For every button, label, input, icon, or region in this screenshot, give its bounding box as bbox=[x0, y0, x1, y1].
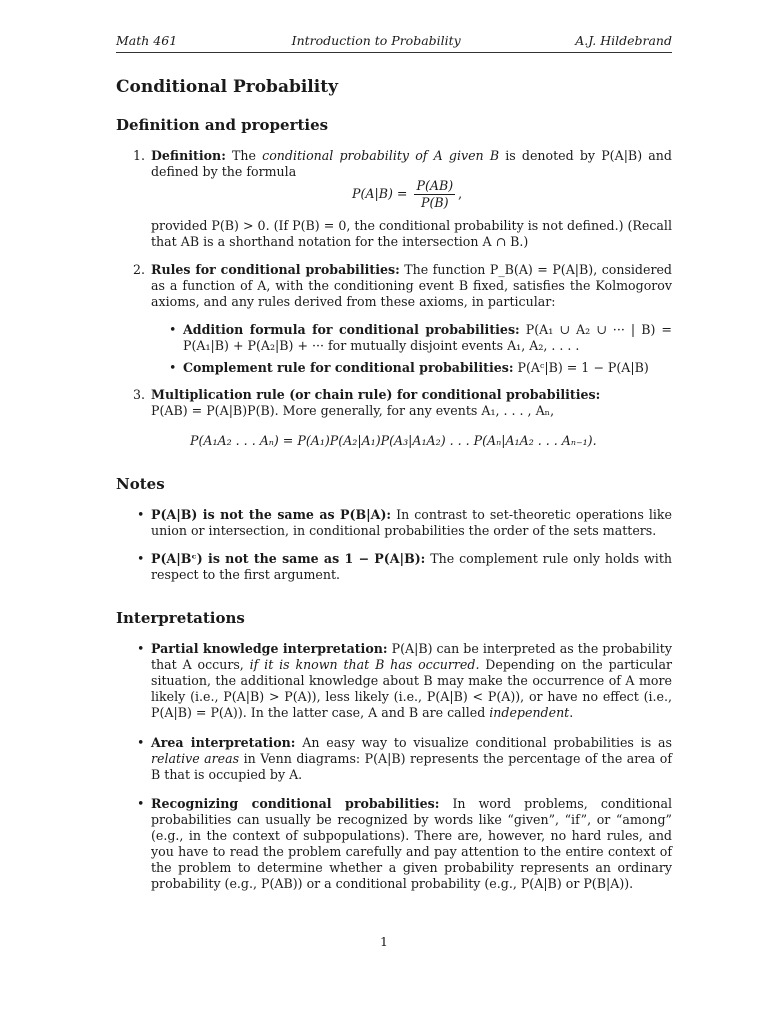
addition-text bbox=[183, 322, 672, 354]
formula-denominator: P(B) bbox=[421, 195, 449, 210]
bullet: • bbox=[137, 735, 145, 750]
definition-proviso: provided P(B) > 0. (If P(B) = 0, the conditional probability is not defined.) (Recall that AB is a shorthand notation for the intersection A ∩ B.) bbox=[151, 218, 672, 249]
item-number: 3. bbox=[133, 387, 146, 402]
complement-body: P(Aᶜ|B) = 1 − P(A|B) bbox=[517, 360, 649, 375]
interp-item-area bbox=[137, 735, 672, 783]
addition-body: P(A₁ ∪ A₂ ∪ ··· | B) = P(A₁|B) + P(A₂|B) + ··· for mutually disjoint events A₁, A₂, . . . . bbox=[183, 322, 672, 353]
interp-partial-independent: independent bbox=[489, 705, 570, 720]
item-number: 2. bbox=[133, 262, 146, 277]
section-heading: Definition and properties bbox=[116, 116, 329, 134]
note-item-order bbox=[137, 507, 672, 539]
header-course: Math 461 bbox=[116, 33, 178, 48]
note-item-complement bbox=[137, 551, 672, 583]
doc-title-block bbox=[116, 77, 672, 97]
note-order-label: P(A|B) is not the same as P(B|A): bbox=[151, 507, 392, 522]
formula-fraction bbox=[414, 178, 455, 211]
bullet: • bbox=[169, 360, 177, 375]
interp-item-partial bbox=[137, 641, 672, 721]
list-item-definition bbox=[133, 148, 672, 180]
addition-label: Addition formula for conditional probabilities: bbox=[183, 322, 520, 337]
interp-recognizing-text bbox=[151, 796, 672, 892]
complement-label: Complement rule for conditional probabilities: bbox=[183, 360, 514, 375]
interp-area-b: in Venn diagrams: P(A|B) represents the percentage of the area of B that is occupied by A. bbox=[151, 751, 672, 782]
note-complement-body: The complement rule only holds with respect to the first argument. bbox=[151, 551, 672, 582]
list-item-rules bbox=[133, 262, 672, 310]
definition-term: conditional probability of A given B bbox=[262, 148, 500, 163]
bullet: • bbox=[137, 796, 145, 811]
bullet: • bbox=[137, 641, 145, 656]
multiplication-body: P(AB) = P(A|B)P(B). More generally, for any events A₁, . . . , Aₙ, bbox=[151, 403, 555, 418]
note-complement-label: P(A|Bᶜ) is not the same as 1 − P(A|B): bbox=[151, 551, 426, 566]
definition-text bbox=[151, 148, 672, 180]
interp-area-a: An easy way to visualize conditional probabilities is as bbox=[302, 735, 672, 750]
interp-item-recognizing bbox=[137, 796, 672, 892]
definition-text-b: is denoted by P(A|B) and defined by the formula bbox=[151, 148, 672, 179]
multiplication-text bbox=[151, 387, 672, 419]
interp-area-emphasis: relative areas bbox=[151, 751, 240, 766]
header-title: Introduction to Probability bbox=[291, 33, 461, 48]
definition-text-a: The bbox=[232, 148, 256, 163]
interp-partial-b: Depending on the particular situation, the additional knowledge about B may make the occurrence of A more likely (i.e., P(A|B) > P(A)), less likely (i.e., P(A|B) < P(A)), or have no effect (i.e., P(A|B) = P(A)). In the latter case, A and B are called bbox=[151, 657, 672, 720]
interp-partial-emphasis: if it is known that B has occurred. bbox=[249, 657, 480, 672]
interp-area-label: Area interpretation: bbox=[151, 735, 296, 750]
interp-partial-end: . bbox=[569, 705, 574, 720]
note-complement-text bbox=[151, 551, 672, 583]
section-heading: Notes bbox=[116, 475, 165, 493]
definition-label: Definition: bbox=[151, 148, 226, 163]
header-author: A.J. Hildebrand bbox=[575, 33, 672, 48]
interp-partial-a: P(A|B) can be interpreted as the probability that A occurs, bbox=[151, 641, 672, 672]
list-item-addition bbox=[169, 322, 672, 354]
interp-partial-text bbox=[151, 641, 672, 721]
complement-text bbox=[183, 360, 672, 376]
rules-label: Rules for conditional probabilities: bbox=[151, 262, 400, 277]
bullet: • bbox=[137, 551, 145, 566]
formula-lhs: P(A|B) = bbox=[352, 186, 408, 201]
section-interpretations bbox=[116, 609, 672, 627]
item-number: 1. bbox=[133, 148, 146, 163]
chain-rule-formula: P(A₁A₂ . . . Aₙ) = P(A₁)P(A₂|A₁)P(A₃|A₁A₂) . . . P(Aₙ|A₁A₂ . . . Aₙ₋₁). bbox=[190, 433, 597, 448]
header-rule bbox=[116, 52, 672, 53]
running-header bbox=[116, 33, 672, 49]
interp-partial-label: Partial knowledge interpretation: bbox=[151, 641, 388, 656]
definition-formula bbox=[352, 178, 462, 211]
list-item-complement bbox=[169, 360, 672, 376]
bullet: • bbox=[137, 507, 145, 522]
formula-numerator: P(AB) bbox=[416, 178, 454, 193]
interp-recognizing-body: In word problems, conditional probabilities can usually be recognized by words like “given”, “if”, or “among” (e.g., in the context of subpopulations). There are, however, no hard rules, and you have to read the problem carefully and pay attention to the entire context of the problem to determine whether a given probability represents an ordinary probability (e.g., P(AB)) or a conditional probability (e.g., P(A|B) or P(B|A)). bbox=[151, 796, 672, 891]
note-order-text bbox=[151, 507, 672, 539]
interp-recognizing-label: Recognizing conditional probabilities: bbox=[151, 796, 440, 811]
formula-end: , bbox=[458, 186, 463, 201]
rules-text bbox=[151, 262, 672, 310]
section-definition bbox=[116, 116, 672, 134]
list-item-multiplication bbox=[133, 387, 672, 419]
interp-area-text bbox=[151, 735, 672, 783]
section-notes bbox=[116, 475, 672, 493]
rules-body: The function P_B(A) = P(A|B), considered as a function of A, with the conditioning event B fixed, satisfies the Kolmogorov axioms, and any rules derived from these axioms, in particular: bbox=[151, 262, 672, 309]
multiplication-label: Multiplication rule (or chain rule) for conditional probabilities: bbox=[151, 387, 601, 402]
bullet: • bbox=[169, 322, 177, 337]
page-number: 1 bbox=[380, 934, 388, 949]
note-order-body: In contrast to set-theoretic operations like union or intersection, in conditional probabilities the order of the sets matters. bbox=[151, 507, 672, 538]
doc-title: Conditional Probability bbox=[116, 77, 338, 97]
section-heading: Interpretations bbox=[116, 609, 245, 627]
